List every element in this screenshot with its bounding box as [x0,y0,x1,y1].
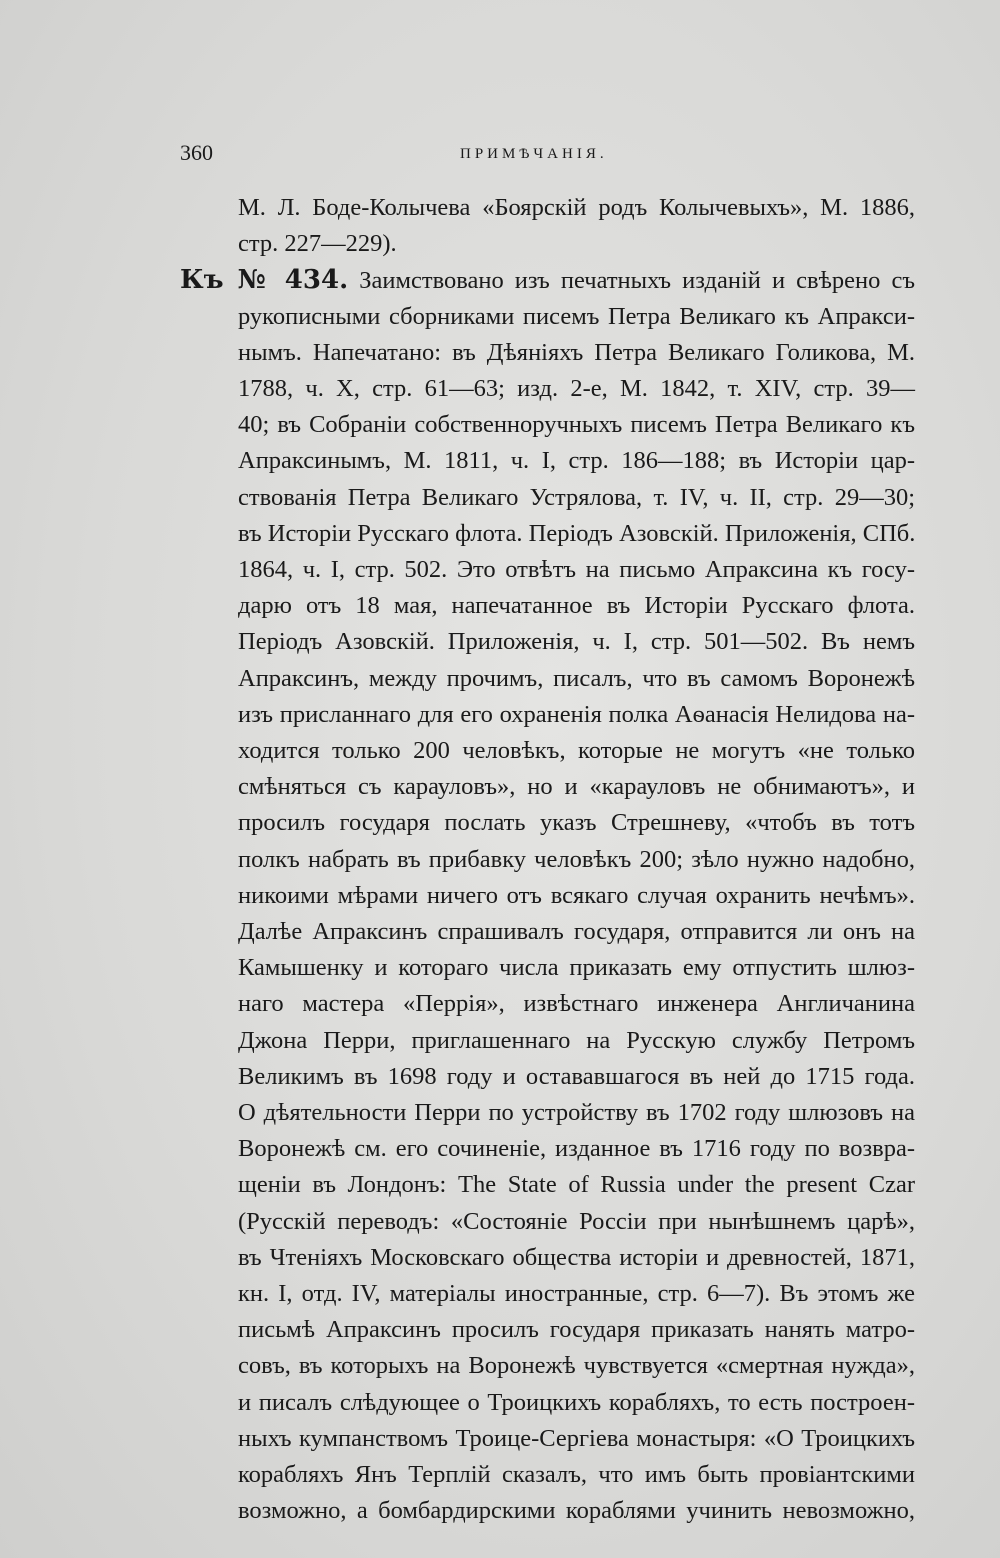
text-line: нымъ. Напечатано: въ Дѣяніяхъ Петра Великаго Голикова, М. [238,338,915,366]
text-line: щеніи въ Лондонъ: The State of Russia under the present Czar [238,1171,915,1199]
text-line: рукописными сборниками писемъ Петра Великаго къ Апракси- [238,302,915,330]
text-line: Апраксинъ, между прочимъ, писалъ, что въ самомъ Воронежѣ [238,664,915,692]
text-line: Далѣе Апраксинъ спрашивалъ государя, отправится ли онъ на [238,918,915,945]
text-line: полкъ набрать въ прибавку человѣкъ 200; зѣло нужно надобно, [238,845,915,873]
text-line [180,262,915,298]
page-number: 360 [180,140,213,165]
text-line: никоими мѣрами ничего отъ всякаго случая охранить нечѣмъ». [238,881,915,909]
text-line: О дѣятельности Перри по устройству въ 1702 году шлюзовъ на [238,1099,915,1126]
text-line: Джона Перри, приглашеннаго на Русскую службу Петромъ [238,1026,915,1054]
text-line: въ Чтеніяхъ Московскаго общества исторіи и древностей, 1871, [238,1243,915,1271]
running-title: ПРИМѢЧАНІЯ. [460,146,608,162]
text-line: Воронежѣ см. его сочиненіе, изданное въ 1716 году по возвра- [238,1135,915,1163]
text-line: 1864, ч. I, стр. 502. Это отвѣтъ на письмо Апраксина къ госу- [238,556,915,583]
text-line: изъ присланнаго для его охраненія полка Аѳанасія Нелидова на- [238,700,915,728]
text-line: ныхъ кумпанствомъ Троице-Сергіева монастыря: «О Троицкихъ [238,1424,915,1452]
text-line: ствованія Петра Великаго Устрялова, т. IV, ч. II, стр. 29—30; [238,483,915,511]
text-line: и писалъ слѣдующее о Троицкихъ корабляхъ, то есть построен- [238,1388,915,1416]
page-header [180,140,920,170]
text-line: стр. 227—229). [238,230,397,258]
text-line: М. Л. Боде-Колычева «Боярскій родъ Колычевыхъ», М. 1886, [238,194,915,221]
note-heading: Къ № 434. [180,265,349,296]
text-line: 1788, ч. X, стр. 61—63; изд. 2-е, М. 1842, т. XIV, стр. 39— [238,375,915,402]
text-line: просилъ государя послать указъ Стрешневу, «чтобъ въ тотъ [238,809,915,837]
text-line: смѣняться съ карауловъ», но и «карауловъ не обнимаютъ», и [238,773,915,801]
text-line: Апраксинымъ, М. 1811, ч. I, стр. 186—188; въ Исторіи цар- [238,447,915,475]
text-line: Камышенку и котораго числа приказать ему отпустить шлюз- [238,954,915,982]
text-line: письмѣ Апраксинъ просилъ государя приказать нанять матро- [238,1316,915,1344]
text-line: въ Исторіи Русскаго флота. Періодъ Азовскій. Приложенія, СПб. [238,519,916,547]
text-line: кн. I, отд. IV, матеріалы иностранные, стр. 6—7). Въ этомъ же [238,1280,915,1307]
text-line: возможно, а бомбардирскими кораблями учинить невозможно, [238,1497,915,1525]
text-line: корабляхъ Янъ Терплій сказалъ, что имъ быть провіантскими [238,1461,915,1488]
text-line: Великимъ въ 1698 году и остававшагося въ ней до 1715 года. [238,1062,915,1090]
text-line: совъ, въ которыхъ на Воронежѣ чувствуется «смертная нужда», [238,1352,915,1380]
text-line: ходится только 200 человѣкъ, которые не могутъ «не только [238,737,915,764]
text-line: (Русскій переводъ: «Состояніе Россіи при нынѣшнемъ царѣ», [238,1207,915,1235]
text-line: дарю отъ 18 мая, напечатанное въ Исторіи Русскаго флота. [238,592,915,620]
note-text: Заимствовано изъ печатныхъ изданій и свѣрено съ [359,267,915,295]
text-line: Періодъ Азовскій. Приложенія, ч. I, стр. 501—502. Въ немъ [238,628,915,656]
text-line: наго мастера «Перрія», извѣстнаго инженера Англичанина [238,990,915,1018]
text-line: 40; въ Собраніи собственноручныхъ писемъ Петра Великаго къ [238,411,915,439]
